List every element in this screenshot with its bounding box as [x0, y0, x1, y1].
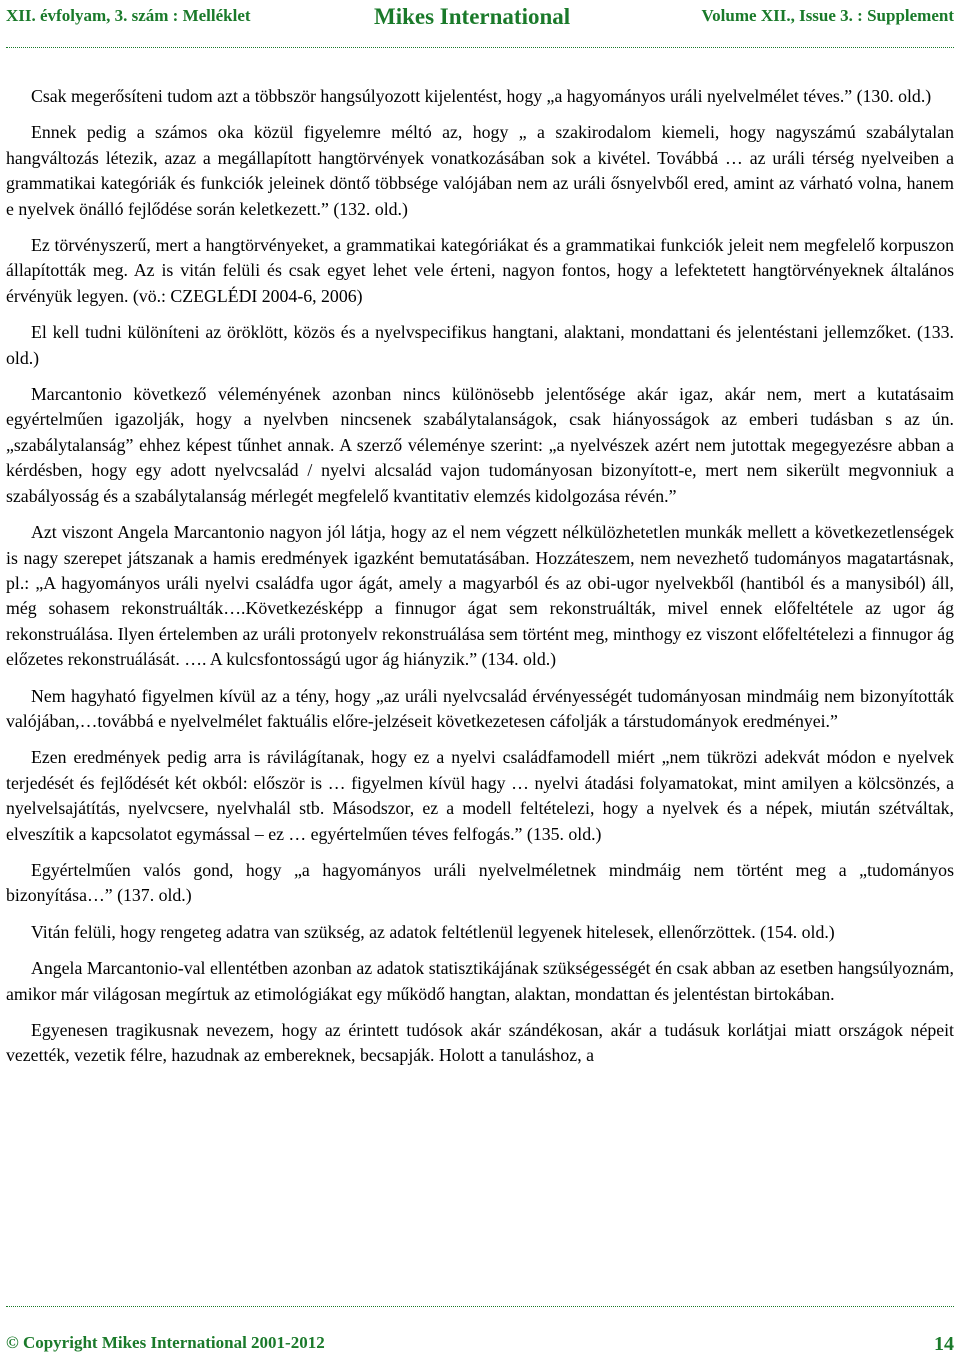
paragraph: Ezen eredmények pedig arra is rávilágítanak, hogy ez a nyelvi családfamodell miért „nem tükrözi adekvát módon e nyelvek terjedését és fejlődését két okból: először is … figyelmen kívül hagy … nyelvi átadási folyamatokat, mint amilyen a kölcsönzés, a nyelvelsajátítás, nyelvcsere, nyelvhalál stb. Másodszor, ez a modell feltételezi, hogy a nyelvek és a népek, miután szétváltak, elveszítik a kapcsolatot egymással – ez … egyértelműen téves felfogás.” (135. old.) [6, 747, 954, 844]
header-volume-hu: XII. évfolyam, 3. szám : Melléklet [6, 6, 251, 25]
header-publication-title: Mikes International [374, 4, 571, 29]
header-divider [6, 47, 954, 48]
paragraph: Azt viszont Angela Marcantonio nagyon jól látja, hogy az el nem végzett nélkülözhetetlen munkák mellett a következetlenségek is nagy szerepet játszanak a hamis eredmények igazként bemutatásában. Hozzáteszem, nem nevezhető tudományos magatartásnak, pl.: „A hagyományos uráli nyelvi családfa ugor ágát, amely a magyarból és az obi-ugor nyelvekből (hantiból és a manysiból) áll, még sohasem rekonstruálták….Következésképp a finnugor ágat sem rekonstruálták, mivel ennek előfeltétele az ugor ág rekonstruálása. Ilyen értelemben az uráli protonyelv rekonstruálása sem történt meg, minthogy ez viszont előfeltételezi a finnugor ág előzetes rekonstruálását. …. A kulcsfontosságú ugor ág hiányzik.” (134. old.) [6, 522, 954, 670]
footer-divider [6, 1306, 954, 1307]
paragraph: Ennek pedig a számos oka közül figyelemre méltó az, hogy „ a szakirodalom kiemeli, hogy nagyszámú szabálytalan hangváltozás létezik, azaz a megállapított hangtörvények vonatkozásában sok a kivétel. Továbbá … az uráli térség nyelveiben a grammatikai kategóriák és funkciók jeleinek döntő többsége valójában nem az uráli ősnyelvből ered, amint az várható volna, hanem e nyelvek önálló fejlődése során keletkezett.” (132. old.) [6, 122, 954, 219]
paragraph: Csak megerősíteni tudom azt a többször hangsúlyozott kijelentést, hogy „a hagyományos uráli nyelvelmélet téves.” (130. old.) [31, 86, 932, 106]
paragraph: Vitán felüli, hogy rengeteg adatra van szükség, az adatok feltétlenül legyenek hitelesek, ellenőrzöttek. (154. old.) [31, 921, 835, 942]
paragraph: Ez törvényszerű, mert a hangtörvényeket, a grammatikai kategóriákat és a grammatikai funkciók jeleit nem megfelelő korpuszon állapították meg. Az is vitán felüli és csak egyet lehet vele érteni, nagyon fontos, hogy a lefektetett hangtörvényeknek általános érvényük legyen. (vö.: CZEGLÉDI 2004-6, 2006) [6, 235, 954, 306]
article-body [6, 84, 954, 1080]
paragraph: Angela Marcantonio-val ellentétben azonban az adatok statisztikájának szükségességét én csak abban az esetben hangsúlyoznám, amikor már világosan megírtuk az etimológiákat egy működő hangtan, alaktan, mondattan és jelentéstan birtokában. [6, 958, 954, 1004]
paragraph: Egyértelműen valós gond, hogy „a hagyományos uráli nyelvelméletnek mindmáig nem történt meg a „tudományos bizonyítása…” (137. old.) [6, 859, 954, 906]
paragraph: El kell tudni különíteni az öröklött, közös és a nyelvspecifikus hangtani, alaktani, mondattani és jelentéstani jellemzőket. (133. old.) [6, 322, 954, 368]
page-number: 14 [934, 1333, 954, 1355]
paragraph: Marcantonio következő véleményének azonban nincs különösebb jelentősége akár igaz, akár nem, mert a kutatásaim egyértelműen igazolják, hogy a nyelvben nincsenek szabálytalanságok, csak hiányosságok az emberi tudásban s az ún. „szabálytalanság” ehhez képest tűnhet annak. A szerző véleménye szerint: „a nyelvészek azért nem jutottak megegyezésre abban a kérdésben, hogy egy adott nyelvcsalád / nyelvi alcsalád vajon tudományosan bizonyított-e, mert nem sikerült megvonniuk a szabályosság és a szabálytalanság mérlegét megfelelő kvantitativ elemzés kidolgozása révén.” [6, 384, 954, 506]
paragraph: Egyenesen tragikusnak nevezem, hogy az érintett tudósok akár szándékosan, akár a tudásuk korlátjai miatt országok népeit vezették, vezetik félre, hazudnak az embereknek, becsapják. Holott a tanuláshoz, a [6, 1020, 954, 1066]
page-footer [6, 1333, 954, 1355]
running-header [6, 4, 954, 34]
paragraph: Nem hagyható figyelmen kívül az a tény, hogy „az uráli nyelvcsalád érvényességét tudományosan mindmáig nem bizonyították valójában,…továbbá e nyelvelmélet faktuális előre-jelzéseit következetesen cáfolják a társtudományok eredményei.” [6, 685, 954, 731]
header-volume-en: Volume XII., Issue 3. : Supplement [701, 6, 954, 25]
copyright-notice: © Copyright Mikes International 2001-2012 [6, 1333, 325, 1352]
